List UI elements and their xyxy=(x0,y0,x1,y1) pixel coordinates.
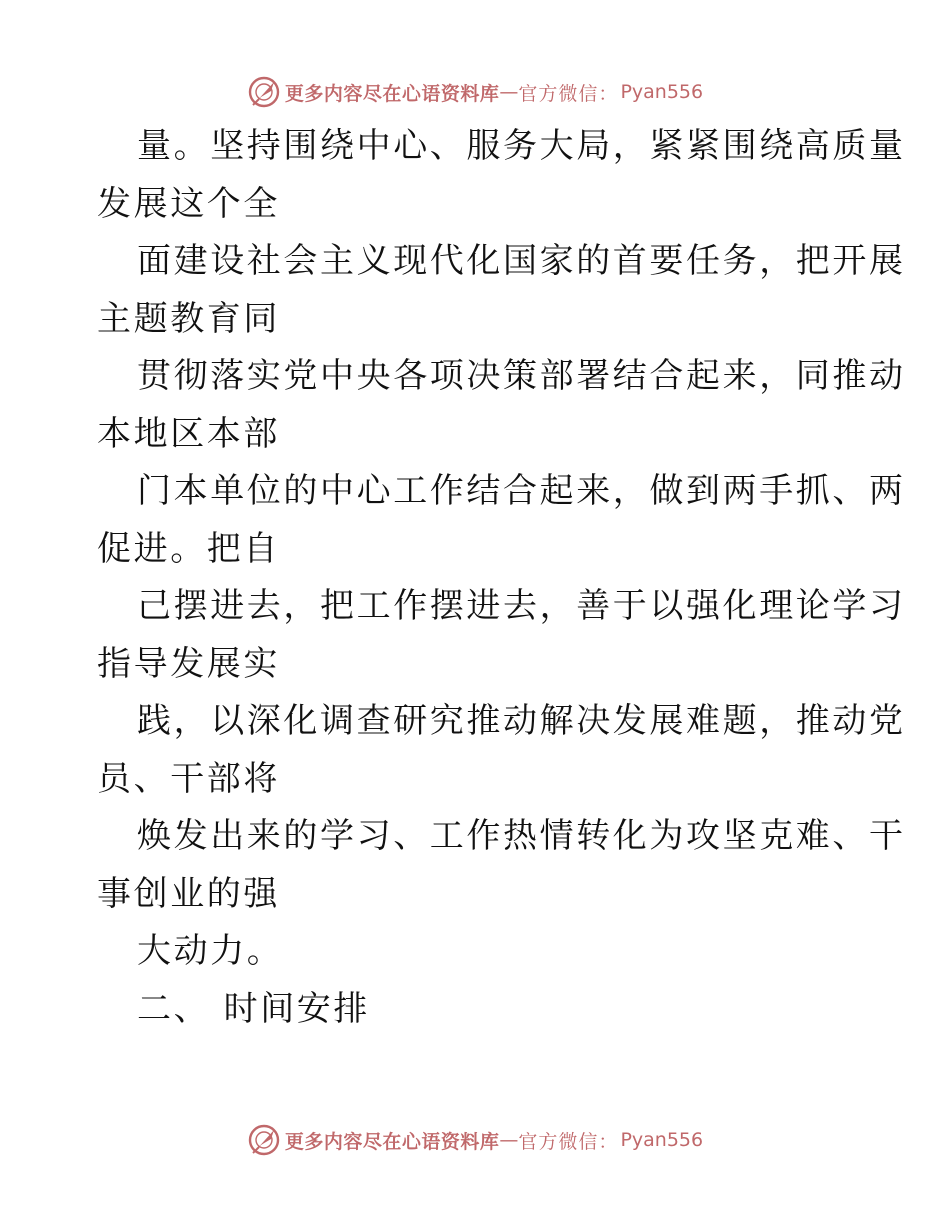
text-line: 面建设社会主义现代化国家的首要任务，把开展 xyxy=(137,241,906,281)
text-line: 门本单位的中心工作结合起来，做到两手抓、两 xyxy=(137,471,906,511)
footer-wechat-label: 官方微信： xyxy=(518,1130,619,1153)
header-wechat-label: 官方微信： xyxy=(518,82,619,105)
header-site-text: 更多内容尽在心语资料库 xyxy=(284,82,500,105)
header-banner xyxy=(0,72,950,112)
footer-site-text: 更多内容尽在心语资料库 xyxy=(284,1130,500,1153)
text-line: 量。坚持围绕中心、服务大局，紧紧围绕高质量 xyxy=(137,126,906,166)
footer-wechat-id: Pyan556 xyxy=(620,1129,704,1151)
text-line: 焕发出来的学习、工作热情转化为攻坚克难、干 xyxy=(137,816,906,856)
text-line: 事创业的强 xyxy=(97,873,280,914)
text-line: 本地区本部 xyxy=(97,413,280,454)
document-body xyxy=(97,118,906,1038)
header-separator: — xyxy=(499,81,519,103)
quill-pen-logo-icon xyxy=(247,1123,281,1157)
text-line: 己摆进去，把工作摆进去，善于以强化理论学习 xyxy=(137,586,906,626)
text-line: 指导发展实 xyxy=(97,643,280,684)
text-line: 贯彻落实党中央各项决策部署结合起来，同推动 xyxy=(137,356,906,396)
text-line: 大动力。 xyxy=(137,931,284,971)
footer-separator: — xyxy=(499,1129,519,1151)
header-wechat-id: Pyan556 xyxy=(620,81,704,103)
text-line: 促进。把自 xyxy=(97,528,280,569)
text-line: 发展这个全 xyxy=(97,183,280,224)
quill-pen-logo-icon xyxy=(247,75,281,109)
text-line: 二、 时间安排 xyxy=(137,988,371,1029)
text-line: 主题教育同 xyxy=(97,298,280,339)
footer-banner xyxy=(0,1120,950,1160)
text-line: 员、干部将 xyxy=(97,758,280,799)
text-line: 践，以深化调查研究推动解决发展难题，推动党 xyxy=(137,701,906,741)
